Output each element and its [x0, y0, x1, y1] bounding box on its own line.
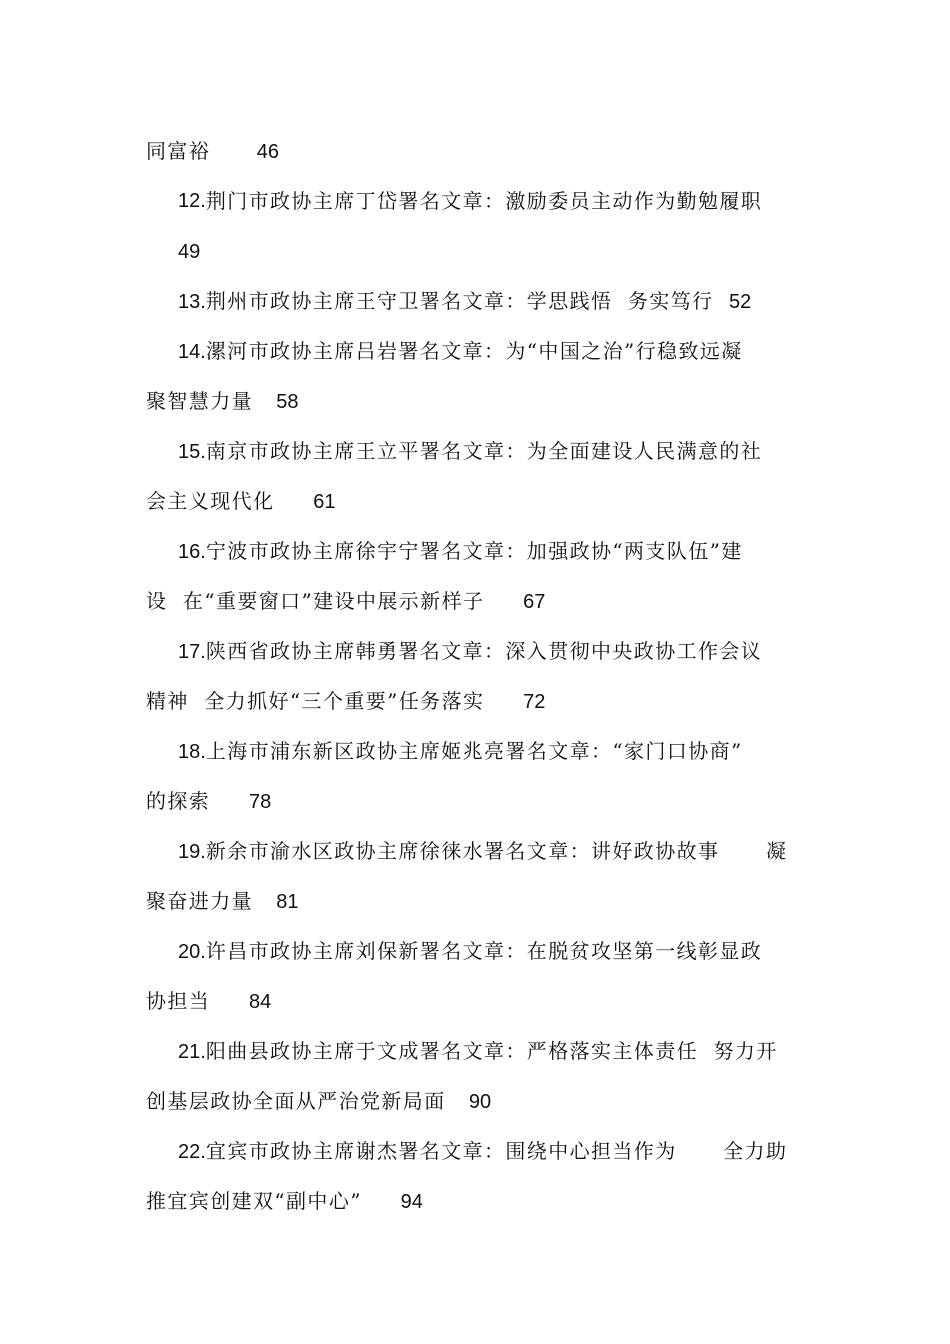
toc-entry-22: 22.宜宾市政协主席谢杰署名文章：围绕中心担当作为 全力助	[178, 1139, 788, 1163]
toc-entry-17: 17.陕西省政协主席韩勇署名文章：深入贯彻中央政协工作会议	[178, 639, 763, 663]
toc-line: 同富裕 46	[146, 139, 279, 163]
toc-entry-13: 13.荆州市政协主席王守卫署名文章：学思践悟 务实笃行 52	[178, 289, 752, 313]
page-number: 67	[523, 591, 546, 613]
toc-entry-18: 18.上海市浦东新区政协主席姬兆亮署名文章：“家门口协商”	[178, 739, 743, 763]
page-number: 49	[178, 241, 201, 263]
toc-line	[146, 226, 808, 276]
toc-page	[146, 126, 808, 1226]
toc-entry-12: 12. 荆门市政协主席丁岱署名文章：激励委员主动作为勤勉履职	[178, 189, 763, 213]
toc-entry-20: 20.许昌市政协主席刘保新署名文章：在脱贫攻坚第一线彰显政	[178, 939, 763, 963]
page-number: 94	[400, 1191, 423, 1213]
page-number: 61	[313, 491, 336, 513]
page-number: 72	[523, 691, 546, 713]
page-number: 52	[729, 291, 752, 313]
page-number: 78	[249, 791, 272, 813]
toc-line: 聚奋进力量 81	[146, 889, 299, 913]
toc-entry-21: 21.阳曲县政协主席于文成署名文章：严格落实主体责任 努力开	[178, 1039, 778, 1063]
page-number: 46	[256, 141, 279, 163]
toc-line: 推宜宾创建双“副中心” 94	[146, 1189, 423, 1213]
page-number: 81	[276, 891, 299, 913]
toc-line: 创基层政协全面从严治党新局面 90	[146, 1089, 492, 1113]
toc-entry-15: 15.南京市政协主席王立平署名文章：为全面建设人民满意的社	[178, 439, 763, 463]
toc-line: 会主义现代化 61	[146, 489, 336, 513]
toc-line: 协担当 84	[146, 989, 272, 1013]
page-number: 58	[276, 391, 299, 413]
toc-entry-19: 19.新余市渝水区政协主席徐徕水署名文章：讲好政协故事 凝	[178, 839, 788, 863]
toc-line: 聚智慧力量 58	[146, 389, 299, 413]
toc-entry-16: 16.宁波市政协主席徐宇宁署名文章：加强政协“两支队伍”建	[178, 539, 743, 563]
toc-line: 精神 全力抓好“三个重要”任务落实 72	[146, 689, 546, 713]
toc-line: 设 在“重要窗口”建设中展示新样子 67	[146, 589, 546, 613]
page-number: 84	[249, 991, 272, 1013]
toc-line: 的探索 78	[146, 789, 272, 813]
toc-entry-14: 14.漯河市政协主席吕岩署名文章：为“中国之治”行稳致远凝	[178, 339, 743, 363]
page-number: 90	[468, 1091, 492, 1113]
